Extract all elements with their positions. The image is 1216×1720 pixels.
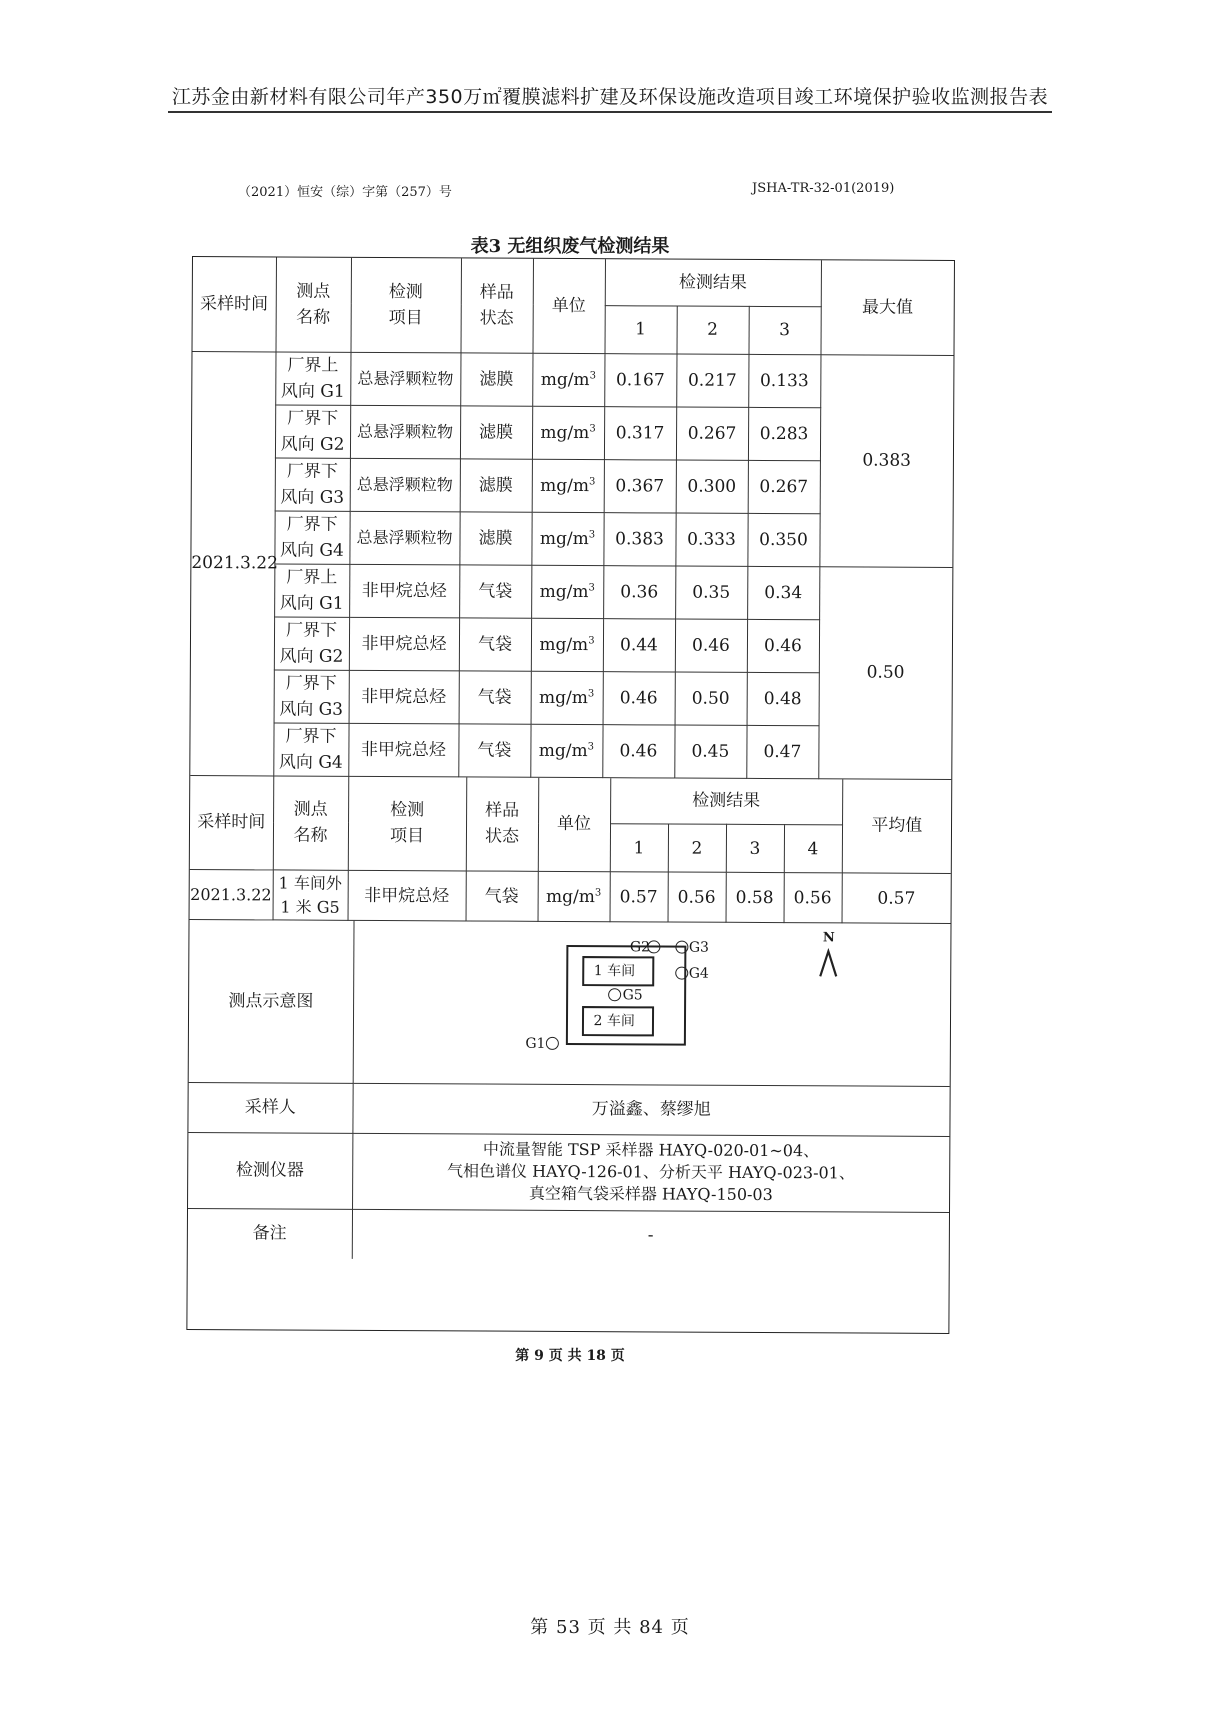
result-value: 0.34: [747, 566, 819, 619]
results-table-max: [190, 257, 954, 779]
remark-label: 备注: [188, 1208, 352, 1259]
diagram-cell: [353, 921, 951, 1086]
unit: $mg/m^3$: [531, 512, 603, 565]
result-value: 0.46: [747, 619, 819, 672]
test-item: 非甲烷总烃: [348, 723, 458, 777]
header-col-2: 2: [676, 306, 748, 354]
north-arrow-icon: [817, 948, 839, 978]
sampler-label: 采样人: [188, 1082, 352, 1133]
point-name: 厂界上 风向 G1: [275, 351, 350, 404]
table-title: 表3 无组织废气检测结果: [470, 236, 670, 257]
sample-state: 气袋: [466, 871, 538, 921]
result-value: 0.47: [746, 725, 818, 778]
result-value: 0.44: [603, 618, 675, 671]
instruments-value: 中流量智能 TSP 采样器 HAYQ-020-01~04、 气相色谱仪 HAYQ-126-01、分析天平 HAYQ-023-01、 真空箱气袋采样器 HAYQ-150-03: [352, 1133, 949, 1212]
unit: $mg/m^3$: [531, 618, 603, 671]
sample-state: 滤膜: [459, 511, 531, 564]
outer-page-number: 第 53 页 共 84 页: [530, 1617, 690, 1638]
result-value: 0.133: [748, 354, 820, 407]
result-value: 0.283: [748, 407, 820, 460]
point-name: 厂界下 风向 G3: [275, 457, 350, 510]
point-name: 厂界上 风向 G1: [274, 563, 349, 616]
header-unit: 单位: [532, 259, 604, 353]
average-value: 0.57: [842, 873, 951, 924]
test-item: 总悬浮颗粒物: [350, 405, 460, 459]
result-value: 0.367: [604, 459, 676, 512]
result-value: 0.50: [675, 672, 747, 725]
sample-state: 滤膜: [460, 458, 532, 511]
header-col-1: 1: [604, 305, 676, 353]
sample-state: 滤膜: [460, 405, 532, 458]
point-name: 厂界下 风向 G4: [274, 510, 349, 563]
header-col-4: 4: [784, 825, 842, 873]
unit: $mg/m^3$: [531, 671, 603, 724]
point-name: 厂界下 风向 G2: [275, 404, 350, 457]
max-value-nmhc: 0.50: [818, 566, 952, 779]
result-value: 0.267: [676, 407, 748, 460]
g4-point-marker: [675, 966, 688, 979]
point-name: 厂界下 风向 G4: [273, 722, 348, 775]
max-value-tsp: 0.383: [819, 354, 953, 567]
result-value: 0.46: [602, 724, 674, 777]
test-item: 非甲烷总烃: [349, 564, 459, 618]
result-value: 0.57: [610, 872, 668, 922]
result-value: 0.46: [603, 671, 675, 724]
info-table: [188, 920, 951, 1262]
header-col-1: 1: [610, 824, 668, 872]
sampler-value: 万溢鑫、蔡缪旭: [352, 1083, 949, 1136]
sample-state: 气袋: [459, 670, 531, 723]
header-sample-state: 样品 状态: [460, 258, 532, 352]
workshop-2-label: 2 车间: [593, 1012, 635, 1030]
test-item: 非甲烷总烃: [349, 670, 459, 724]
header-sample-state: 样品 状态: [466, 777, 538, 871]
header-sampling-time: 采样时间: [193, 257, 276, 351]
g5-label: G5: [622, 987, 643, 1004]
unit: $mg/m^3$: [538, 871, 610, 921]
workshop-1-label: 1 车间: [593, 962, 636, 980]
point-name: 1 车间外 1 米 G5: [273, 870, 348, 920]
sample-state: 气袋: [458, 723, 530, 776]
header-col-3: 3: [748, 306, 820, 354]
g3-point-marker: [675, 940, 688, 953]
form-code: JSHA-TR-32-01(2019): [752, 181, 895, 196]
workshop-2: [581, 1006, 653, 1036]
header-results: 检测结果: [605, 259, 821, 306]
result-value: 0.36: [603, 565, 675, 618]
unit: $mg/m^3$: [532, 459, 604, 512]
document-header-title: 江苏金由新材料有限公司年产350万㎡覆膜滤料扩建及环保设施改造项目竣工环境保护验收监测报告表: [171, 86, 1049, 108]
g5-point-marker: [608, 988, 621, 1001]
point-name: 厂界下 风向 G3: [274, 669, 349, 722]
header-point-name: 测点 名称: [276, 257, 351, 351]
header-col-2: 2: [668, 824, 726, 872]
header-results: 检测结果: [610, 778, 842, 825]
g1-point-marker: [545, 1037, 558, 1050]
result-value: 0.217: [676, 354, 748, 407]
test-item: 总悬浮颗粒物: [349, 511, 459, 565]
sample-state: 气袋: [459, 564, 531, 617]
sampling-date: 2021.3.22: [190, 351, 275, 775]
result-value: 0.58: [726, 872, 784, 922]
report-ref-number: （2021）恒安（综）字第（257）号: [238, 185, 452, 200]
test-item: 总悬浮颗粒物: [350, 458, 460, 512]
header-divider: [168, 111, 1052, 113]
header-col-3: 3: [726, 824, 784, 872]
header-sampling-time: 采样时间: [190, 775, 273, 869]
test-item: 总悬浮颗粒物: [350, 352, 460, 406]
header-test-item: 检测 项目: [351, 258, 461, 353]
result-value: 0.56: [784, 873, 842, 923]
result-value: 0.48: [747, 672, 819, 725]
site-diagram: [353, 922, 950, 1085]
results-sheet: [186, 256, 955, 1334]
result-value: 0.333: [675, 513, 747, 566]
results-table-average: [190, 775, 952, 923]
unit: $mg/m^3$: [532, 353, 604, 406]
g2-point-marker: [647, 940, 660, 953]
test-item: 非甲烷总烃: [349, 617, 459, 671]
result-value: 0.45: [674, 725, 746, 778]
sampling-date: 2021.3.22: [190, 869, 273, 919]
result-value: 0.56: [668, 872, 726, 922]
header-test-item: 检测 项目: [348, 776, 466, 871]
header-point-name: 测点 名称: [273, 776, 348, 870]
g1-label: G1: [525, 1035, 546, 1052]
workshop-1: [582, 956, 654, 986]
g3-label: G3: [688, 939, 710, 956]
unit: $mg/m^3$: [531, 565, 603, 618]
instruments-label: 检测仪器: [188, 1132, 352, 1209]
point-name: 厂界下 风向 G2: [274, 616, 349, 669]
unit: $mg/m^3$: [532, 406, 604, 459]
sample-state: 气袋: [459, 617, 531, 670]
unit: $mg/m^3$: [530, 724, 602, 777]
g4-label: G4: [688, 965, 709, 982]
remark-value: -: [352, 1209, 949, 1262]
result-value: 0.35: [675, 566, 747, 619]
header-max: 最大值: [820, 260, 953, 355]
result-value: 0.267: [748, 460, 820, 513]
header-unit: 单位: [538, 777, 610, 871]
inner-page-number: 第 9 页 共 18 页: [515, 1348, 625, 1364]
test-item: 非甲烷总烃: [348, 870, 466, 921]
result-value: 0.300: [676, 460, 748, 513]
header-average: 平均值: [842, 779, 951, 874]
result-value: 0.317: [604, 406, 676, 459]
result-value: 0.350: [747, 513, 819, 566]
result-value: 0.46: [675, 619, 747, 672]
result-value: 0.383: [603, 512, 675, 565]
sample-state: 滤膜: [460, 352, 532, 405]
result-value: 0.167: [604, 353, 676, 406]
north-label: N: [822, 930, 835, 946]
g2-label: G2: [629, 939, 651, 956]
diagram-label: 测点示意图: [189, 920, 354, 1083]
